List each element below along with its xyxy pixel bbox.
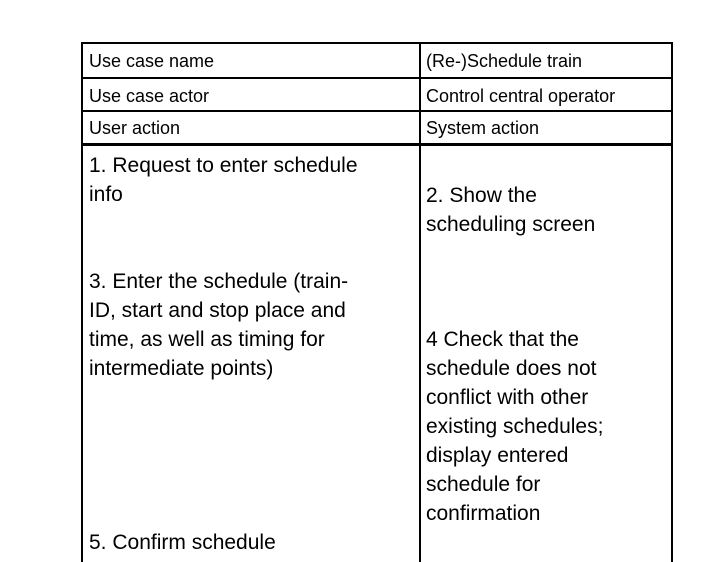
step-line: conflict with other <box>426 386 589 409</box>
use-case-actor-value: Control central operator <box>426 86 616 106</box>
row-divider <box>83 77 671 79</box>
step-line: 3. Enter the schedule (train- <box>89 270 349 293</box>
step-line: intermediate points) <box>89 357 274 380</box>
step-line: 1. Request to enter schedule <box>89 154 358 177</box>
step-line: schedule does not <box>426 357 597 380</box>
user-step-1 <box>89 151 437 209</box>
system-step-2 <box>426 181 666 239</box>
step-line: confirmation <box>426 502 541 525</box>
step-line: schedule for <box>426 473 541 496</box>
step-line: 2. Show the <box>426 184 537 207</box>
system-step-4 <box>426 325 666 528</box>
use-case-name-label: Use case name <box>89 51 215 71</box>
row-divider <box>83 143 671 146</box>
system-action-label: System action <box>426 118 540 138</box>
step-line: time, as well as timing for <box>89 328 325 351</box>
row-divider <box>83 110 671 112</box>
use-case-actor-label: Use case actor <box>89 86 210 106</box>
use-case-table <box>81 42 673 562</box>
step-line: info <box>89 183 123 206</box>
use-case-name-value: (Re-)Schedule train <box>426 51 583 71</box>
step-line: 5. Confirm schedule <box>89 531 276 554</box>
step-line: display entered <box>426 444 569 467</box>
step-line: 4 Check that the <box>426 328 579 351</box>
user-step-5 <box>89 528 276 557</box>
step-line: scheduling screen <box>426 213 596 236</box>
user-action-label: User action <box>89 118 181 138</box>
step-line: existing schedules; <box>426 415 604 438</box>
step-line: ID, start and stop place and <box>89 299 346 322</box>
user-step-3 <box>89 267 447 383</box>
